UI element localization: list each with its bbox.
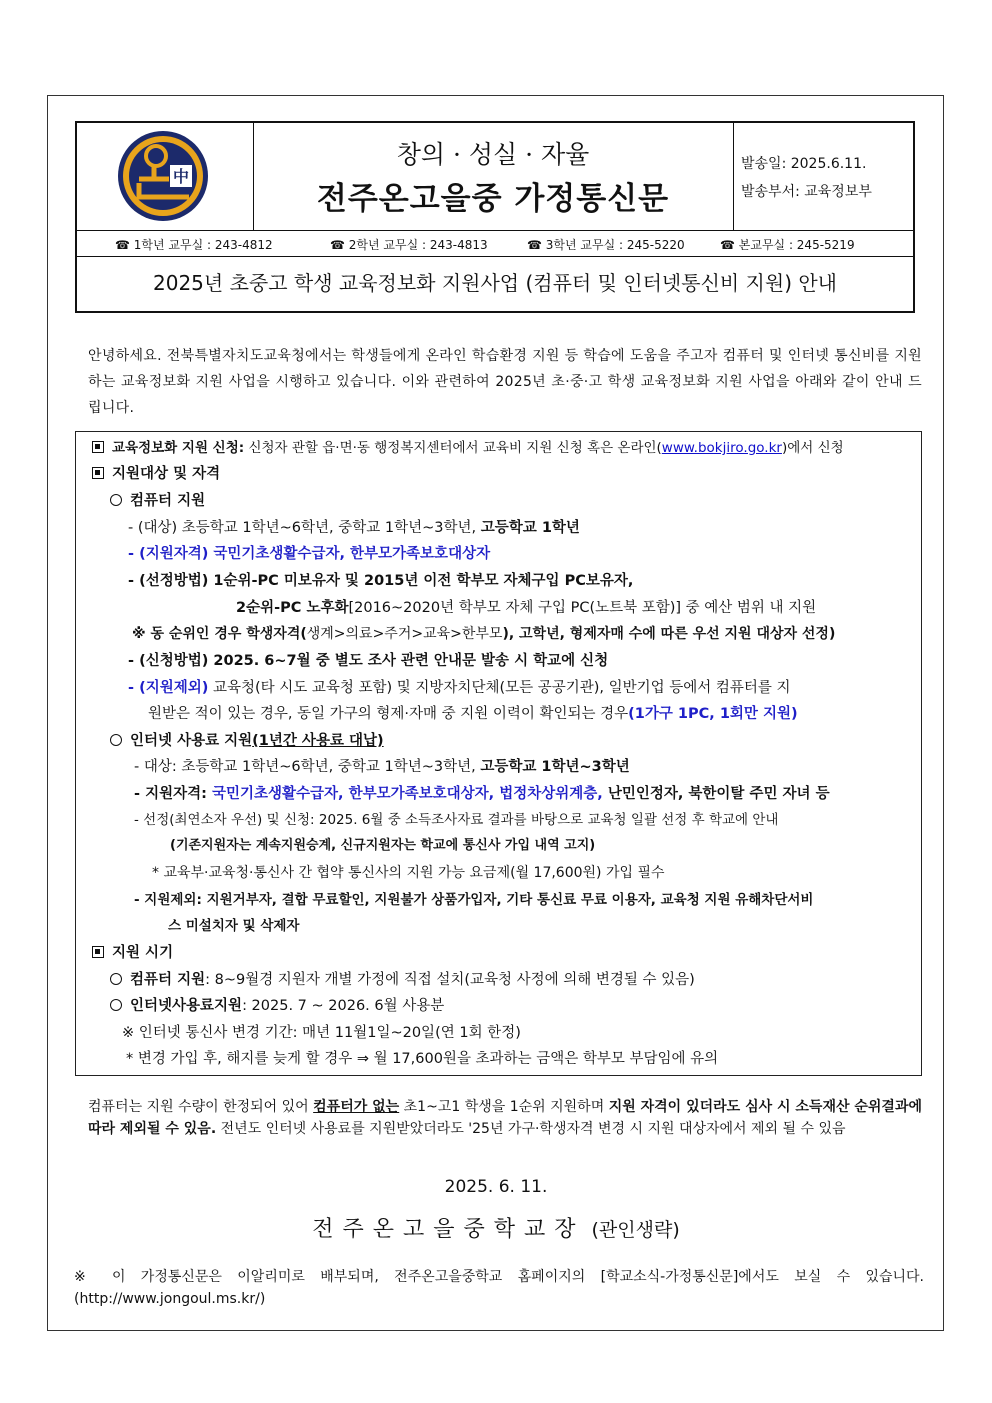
internet-selection-note: (기존지원자는 계속지원승계, 신규지원자는 학교에 통신사 가입 내역 고지) (170, 838, 596, 853)
computer-selection: - (선정방법) 1순위-PC 미보유자 및 2015년 이전 학부모 자체구입 PC보유자, (128, 573, 634, 589)
change-period-note: ※ 인터넷 통신사 변경 기간: 매년 11월1일~20일(연 1회 한정) (122, 1025, 521, 1041)
issue-date-footer: 2025. 6. 11. (444, 1177, 548, 1197)
period-heading: 지원 시기 (92, 940, 173, 966)
footnote: ※ 이 가정통신문은 이알리미로 배부되며, 전주온고을중학교 홈페이지의 [학교소식-가정통신문]에서도 보실 수 있습니다.(http://www.jongoul.ms.kr/) (74, 1269, 924, 1307)
computer-qualification: - (지원자격) 국민기초생활수급자, 한부모가족보호대상자 (128, 546, 491, 562)
internet-exclusion: - 지원제외: 지원거부자, 결합 무료할인, 지원불가 상품가입자, 기타 통신료 무료 이용자, 교육청 지원 유해차단서비 (134, 892, 814, 908)
principal-signature: 전주온고을중학교장 (관인생략) (312, 1217, 680, 1242)
computer-selection-2: 2순위-PC 노후화[2016~2020년 학부모 자체 구입 PC(노트북 포함)] 중 예산 범위 내 지원 (236, 600, 817, 616)
internet-plan-note: * 교육부·교육청·통신사 간 협약 통신사의 지원 가능 요금제(월 17,600원) 가입 필수 (152, 865, 665, 881)
eligibility-heading: 지원대상 및 자격 (92, 461, 220, 487)
internet-qualification: - 지원자격: 국민기초생활수급자, 한부모가족보호대상자, 법정차상위계층, 난민인정자, 북한이탈 주민 자녀 등 (134, 786, 830, 802)
square-bullet-icon (92, 467, 104, 479)
internet-selection: - 선정(최연소자 우선) 및 신청: 2025. 6월 중 소득조사자료 결과를 바탕으로 교육청 일괄 선정 후 학교에 안내 (134, 812, 779, 828)
period-computer: 컴퓨터 지원: 8~9월경 지원자 개별 가정에 직접 설치(교육청 사정에 의해 변경될 수 있음) (110, 967, 695, 993)
issue-date: 발송일: 2025.6.11. (741, 156, 867, 172)
department: 발송부서: 교육정보부 (741, 184, 872, 200)
logo-text: 中 (172, 167, 190, 186)
phone-grade2: ☎ 2학년 교무실 : 243-4813 (330, 238, 488, 252)
apply-line: 교육정보화 지원 신청: 신청자 관할 읍·면·동 행정복지센터에서 교육비 지원 신청 혹은 온라인(www.bokjiro.go.kr)에서 신청 (92, 435, 844, 461)
closing-paragraph: 컴퓨터는 지원 수량이 한정되어 있어 컴퓨터가 없는 초1~고1 학생을 1순위 지원하며 지원 자격이 있더라도 심사 시 소득재산 순위결과에 따라 제외될 수 있음. 전년도 인터넷 사용료를 지원받았더라도 '25년 가구·학생자격 변경 시 지원 대상자에서 제외 될 수 있음 (88, 1099, 922, 1137)
internet-target: - 대상: 초등학교 1학년~6학년, 중학교 1학년~3학년, 고등학교 1학년~3학년 (134, 759, 630, 775)
circle-bullet-icon (110, 494, 122, 506)
bokjiro-link[interactable]: www.bokjiro.go.kr (661, 440, 782, 456)
circle-bullet-icon (110, 734, 122, 746)
notice-title: 2025년 초중고 학생 교육정보화 지원사업 (컴퓨터 및 인터넷통신비 지원) 안내 (153, 271, 837, 295)
newsletter-header (75, 121, 915, 313)
internet-heading: 인터넷 사용료 지원(1년간 사용료 대납) (110, 728, 384, 754)
computer-heading: 컴퓨터 지원 (110, 488, 205, 514)
school-motto: 창의 · 성실 · 자율 (396, 140, 590, 169)
phone-grade3: ☎ 3학년 교무실 : 245-5220 (527, 238, 685, 252)
circle-bullet-icon (110, 973, 122, 985)
period-internet: 인터넷사용료지원: 2025. 7 ~ 2026. 6월 사용분 (110, 993, 444, 1019)
internet-exclusion-2: 스 미설치자 및 삭제자 (168, 918, 300, 934)
circle-bullet-icon (110, 999, 122, 1011)
computer-exclusion: - (지원제외) 교육청(타 시도 교육청 포함) 및 지방자치단체(모든 공공기관), 일반기업 등에서 컴퓨터를 지 (128, 680, 791, 696)
details-box (75, 431, 922, 1076)
computer-apply-method: - (신청방법) 2025. 6~7월 중 별도 조사 관련 안내문 발송 시 학교에 신청 (128, 653, 609, 669)
computer-target: - (대상) 초등학교 1학년~6학년, 중학교 1학년~3학년, 고등학교 1학년 (128, 520, 580, 536)
phone-list (77, 230, 913, 257)
intro-paragraph: 안녕하세요. 전북특별자치도교육청에서는 학생들에게 온라인 학습환경 지원 등 학습에 도움을 주고자 컴퓨터 및 인터넷 통신비를 지원하는 교육정보화 지원 사업을 시행하고 있습니다. 이와 관련하여 2025년 초·중·고 학생 교육정보화 지원 사업을 아래와 같이 안내 드립니다. (88, 348, 922, 416)
square-bullet-icon (92, 946, 104, 958)
same-rank-note: ※ 동 순위인 경우 학생자격(생계>의료>주거>교육>한부모), 고학년, 형제자매 수에 따른 우선 지원 대상자 선정) (132, 626, 836, 642)
newsletter-title: 전주온고을중 가정통신문 (316, 181, 670, 217)
square-bullet-icon (92, 441, 104, 453)
school-logo (77, 123, 254, 230)
phone-main: ☎ 본교무실 : 245-5219 (720, 238, 855, 252)
cancel-note: * 변경 가입 후, 해지를 늦게 할 경우 ⇒ 월 17,600원을 초과하는 금액은 학부모 부담임에 유의 (126, 1051, 719, 1067)
phone-grade1: ☎ 1학년 교무실 : 243-4812 (115, 238, 273, 252)
computer-exclusion-2: 원받은 적이 있는 경우, 동일 가구의 형제·자매 중 지원 이력이 확인되는 경우(1가구 1PC, 1회만 지원) (148, 706, 798, 722)
